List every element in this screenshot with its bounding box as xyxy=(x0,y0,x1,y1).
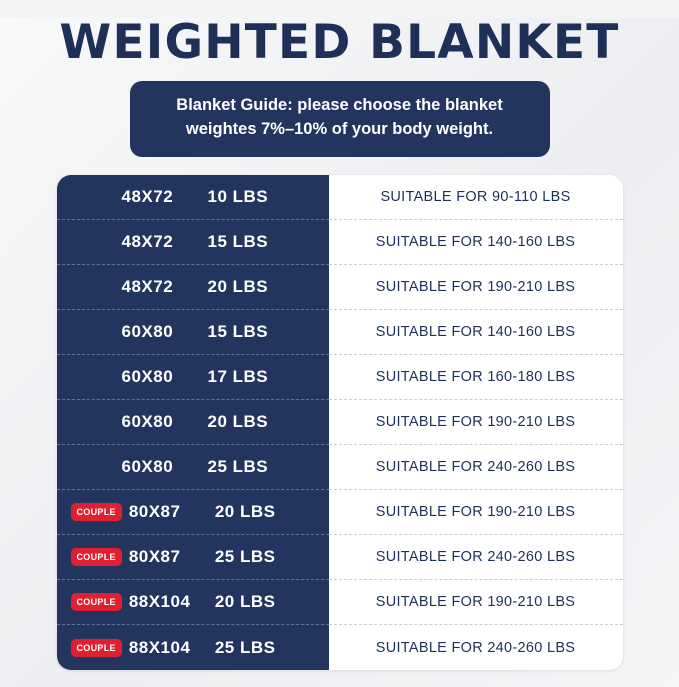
weight-value: 15 LBS xyxy=(207,322,269,342)
suitable-value: SUITABLE FOR 240-260 LBS xyxy=(375,639,576,656)
suitable-value: SUITABLE FOR 140-160 LBS xyxy=(329,220,623,265)
size-value: 60X80 xyxy=(121,367,174,387)
suitable-value: SUITABLE FOR 240-260 LBS xyxy=(329,445,623,490)
weight-value: 10 LBS xyxy=(207,187,269,207)
size-value: 48X72 xyxy=(121,277,174,297)
size-value: 48X72 xyxy=(121,232,174,252)
weight-value: 25 LBS xyxy=(214,637,276,657)
suitable-value: SUITABLE FOR 240-260 LBS xyxy=(329,535,623,580)
weight-value: 15 LBS xyxy=(207,232,269,252)
table-row xyxy=(57,490,329,535)
size-value: 60X80 xyxy=(121,322,174,342)
couple-badge: COUPLE xyxy=(71,503,122,521)
weight-value: 20 LBS xyxy=(207,277,269,297)
weight-value: 25 LBS xyxy=(214,547,276,567)
suitable-value: SUITABLE FOR 190-210 LBS xyxy=(329,490,623,535)
table-row xyxy=(57,310,329,355)
couple-badge: COUPLE xyxy=(71,593,122,611)
badge-cell xyxy=(71,503,129,521)
table-row xyxy=(57,580,329,625)
table-row xyxy=(57,445,329,490)
badge-cell xyxy=(71,639,129,657)
size-value: 80X87 xyxy=(128,547,181,567)
table-row xyxy=(57,625,329,670)
badge-cell xyxy=(71,593,129,611)
size-value: 80X87 xyxy=(128,502,181,522)
guide-banner-wrapper xyxy=(0,81,679,157)
suitable-value: SUITABLE FOR 140-160 LBS xyxy=(329,310,623,355)
size-weight-column xyxy=(57,175,329,670)
suitable-value: SUITABLE FOR 90-110 LBS xyxy=(329,175,623,220)
size-value: 88X104 xyxy=(128,592,191,612)
size-table-wrapper xyxy=(0,175,679,670)
weight-value: 25 LBS xyxy=(207,457,269,477)
guide-banner: Blanket Guide: please choose the blanket weightes 7%–10% of your body weight. xyxy=(130,81,550,157)
weight-value: 20 LBS xyxy=(214,502,276,522)
table-row xyxy=(57,400,329,445)
weight-value: 20 LBS xyxy=(207,412,269,432)
size-value: 60X80 xyxy=(121,457,174,477)
weight-value: 20 LBS xyxy=(214,592,276,612)
table-row xyxy=(57,265,329,310)
suitable-value: SUITABLE FOR 190-210 LBS xyxy=(329,265,623,310)
weighted-blanket-size-chart xyxy=(0,15,679,687)
couple-badge: COUPLE xyxy=(71,639,122,657)
size-table xyxy=(57,175,623,670)
table-row xyxy=(57,355,329,400)
suitable-column xyxy=(329,175,623,670)
table-row xyxy=(57,535,329,580)
table-row xyxy=(57,220,329,265)
page-title: WEIGHTED BLANKET xyxy=(59,15,620,70)
size-value: 88X104 xyxy=(128,637,191,657)
size-value: 48X72 xyxy=(121,187,174,207)
suitable-value: SUITABLE FOR 190-210 LBS xyxy=(329,580,623,625)
weight-value: 17 LBS xyxy=(207,367,269,387)
suitable-value: SUITABLE FOR 160-180 LBS xyxy=(329,355,623,400)
size-value: 60X80 xyxy=(121,412,174,432)
badge-cell xyxy=(71,548,129,566)
couple-badge: COUPLE xyxy=(71,548,122,566)
suitable-value: SUITABLE FOR 190-210 LBS xyxy=(329,400,623,445)
table-row xyxy=(57,175,329,220)
